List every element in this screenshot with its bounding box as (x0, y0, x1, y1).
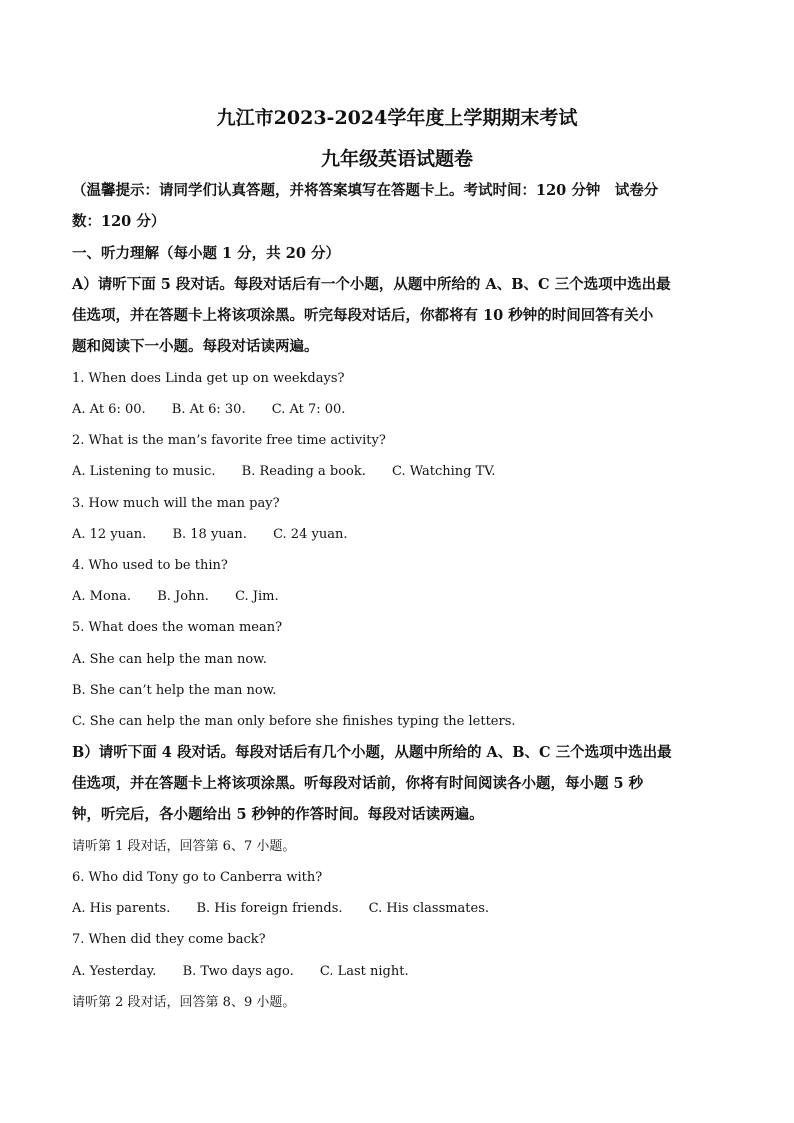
section-heading: 一、听力理解（每小题 1 分，共 20 分） (72, 245, 340, 262)
question-1: 1. When does Linda get up on weekdays? (72, 371, 345, 386)
question-5-option-c: C. She can help the man only before she finishes typing the letters. (72, 714, 516, 729)
option-a: A. Listening to music. (72, 464, 216, 479)
option-b: B. Reading a book. (241, 464, 366, 479)
option-b: B. His foreign friends. (196, 901, 343, 916)
question-2-options (72, 464, 732, 480)
option-c: C. His classmates. (368, 901, 490, 916)
notice-line-2: 数：120 分） (72, 213, 166, 230)
question-2: 2. What is the man’s favorite free time activity? (72, 433, 386, 448)
notice-line-1: （温馨提示：请同学们认真答题，并将答案填写在答题卡上。考试时间：120 分钟 试卷分 (72, 182, 659, 199)
exam-subtitle: 九年级英语试题卷 (320, 148, 473, 170)
part-b-instruction-3: 钟，听完后，各小题给出 5 秒钟的作答时间。每段对话读两遍。 (72, 806, 484, 823)
dialog-2-note: 请听第 2 段对话，回答第 8、9 小题。 (72, 995, 296, 1010)
question-5-option-a: A. She can help the man now. (72, 652, 267, 667)
part-a-instruction-1: A）请听下面 5 段对话。每段对话后有一个小题，从题中所给的 A、B、C 三个选项中选出最 (72, 276, 671, 293)
part-a-instruction-2: 佳选项，并在答题卡上将该项涂黑。听完每段对话后，你都将有 10 秒钟的时间回答有关小 (72, 307, 654, 324)
option-a: A. Yesterday. (72, 964, 157, 979)
option-a: A. At 6: 00. (72, 402, 146, 417)
option-b: B. Two days ago. (182, 964, 294, 979)
question-4: 4. Who used to be thin? (72, 558, 228, 573)
option-a: A. His parents. (72, 901, 171, 916)
question-5: 5. What does the woman mean? (72, 620, 283, 635)
option-b: B. At 6: 30. (171, 402, 246, 417)
option-b: B. 18 yuan. (172, 527, 247, 542)
dialog-1-note: 请听第 1 段对话，回答第 6、7 小题。 (72, 839, 296, 854)
option-c: C. Watching TV. (392, 464, 496, 479)
question-3-options (72, 527, 732, 543)
option-a: A. Mona. (72, 589, 132, 604)
question-7: 7. When did they come back? (72, 932, 266, 947)
option-c: C. At 7: 00. (271, 402, 346, 417)
part-a-instruction-3: 题和阅读下一小题。每段对话读两遍。 (72, 338, 319, 355)
question-4-options (72, 589, 732, 605)
option-b: B. John. (157, 589, 209, 604)
question-6-options (72, 901, 732, 917)
question-3: 3. How much will the man pay? (72, 496, 280, 511)
question-7-options (72, 964, 732, 980)
exam-title: 九江市2023-2024学年度上学期期末考试 (216, 107, 578, 129)
part-b-instruction-2: 佳选项，并在答题卡上将该项涂黑。听每段对话前，你将有时间阅读各小题，每小题 5 秒 (72, 775, 644, 792)
question-6: 6. Who did Tony go to Canberra with? (72, 870, 323, 885)
option-c: C. 24 yuan. (273, 527, 348, 542)
option-c: C. Jim. (235, 589, 279, 604)
part-b-instruction-1: B）请听下面 4 段对话。每段对话后有几个小题，从题中所给的 A、B、C 三个选项中选出最 (72, 744, 672, 761)
question-1-options (72, 402, 732, 418)
option-c: C. Last night. (319, 964, 409, 979)
question-5-option-b: B. She can’t help the man now. (72, 683, 277, 698)
option-a: A. 12 yuan. (72, 527, 147, 542)
